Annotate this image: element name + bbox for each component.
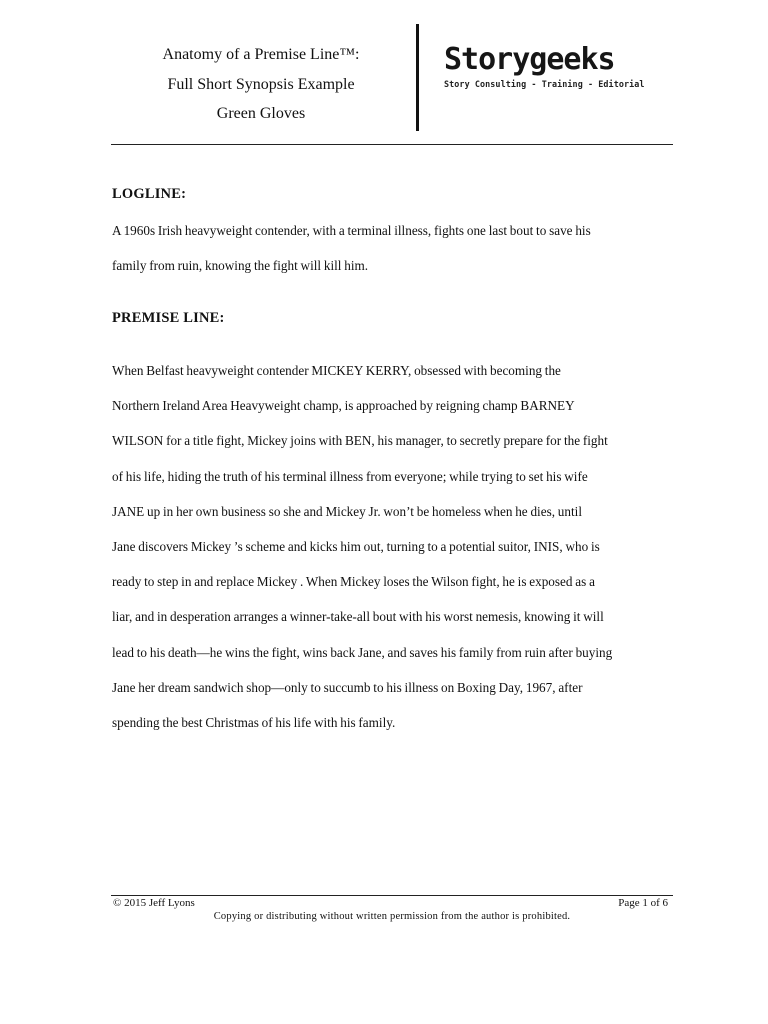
- premise-line: Northern Ireland Area Heavyweight champ, is approached by reigning champ BARNEY: [112, 398, 575, 414]
- brand-logo: [444, 40, 654, 89]
- brand-tagline: Story Consulting - Training - Editorial: [444, 79, 645, 89]
- premise-line: Jane her dream sandwich shop—only to succumb to his illness on Boxing Day, 1967, after: [112, 679, 583, 695]
- logline-line: family from ruin, knowing the fight will kill him.: [112, 258, 369, 274]
- premise-line: of his life, hiding the truth of his terminal illness from everyone; while trying to set his wife: [112, 468, 588, 484]
- premise-line: JANE up in her own business so she and Mickey Jr. won’t be homeless when he dies, until: [112, 503, 582, 519]
- premise-paragraph: [112, 353, 678, 740]
- title-line-3: Green Gloves: [216, 105, 306, 122]
- logline-paragraph: [112, 213, 678, 283]
- header-divider: [416, 24, 419, 131]
- header-rule: [111, 144, 673, 145]
- title-line-2: Full Short Synopsis Example: [167, 75, 355, 93]
- premise-heading: PREMISE LINE:: [112, 310, 225, 326]
- premise-line: When Belfast heavyweight contender MICKEY KERRY, obsessed with becoming the: [112, 363, 561, 378]
- footer-copyright: © 2015 Jeff Lyons: [113, 897, 195, 909]
- premise-line: liar, and in desperation arranges a winner-take-all bout with his worst nemesis, knowing it will: [112, 609, 604, 625]
- logline-heading: LOGLINE:: [112, 186, 187, 202]
- brand-name: Storygeeks: [444, 42, 615, 77]
- premise-line: spending the best Christmas of his life with his family.: [112, 715, 396, 731]
- document-title: [112, 40, 410, 129]
- premise-line: WILSON for a title fight, Mickey joins with BEN, his manager, to secretly prepare for the fight: [112, 433, 608, 449]
- title-line-1: Anatomy of a Premise Line™:: [162, 46, 360, 63]
- footer-notice: Copying or distributing without written permission from the author is prohibited.: [213, 911, 571, 922]
- logline-line: A 1960s Irish heavyweight contender, with a terminal illness, fights one last bout to save his: [112, 223, 591, 238]
- footer-page-number: Page 1 of 6: [618, 897, 668, 909]
- premise-line: ready to step in and replace Mickey . When Mickey loses the Wilson fight, he is exposed as a: [112, 574, 595, 590]
- footer-rule: [111, 895, 673, 896]
- premise-line: lead to his death—he wins the fight, wins back Jane, and saves his family from ruin after buying: [112, 644, 613, 660]
- premise-line: Jane discovers Mickey ’s scheme and kicks him out, turning to a potential suitor, INIS, who is: [112, 539, 600, 555]
